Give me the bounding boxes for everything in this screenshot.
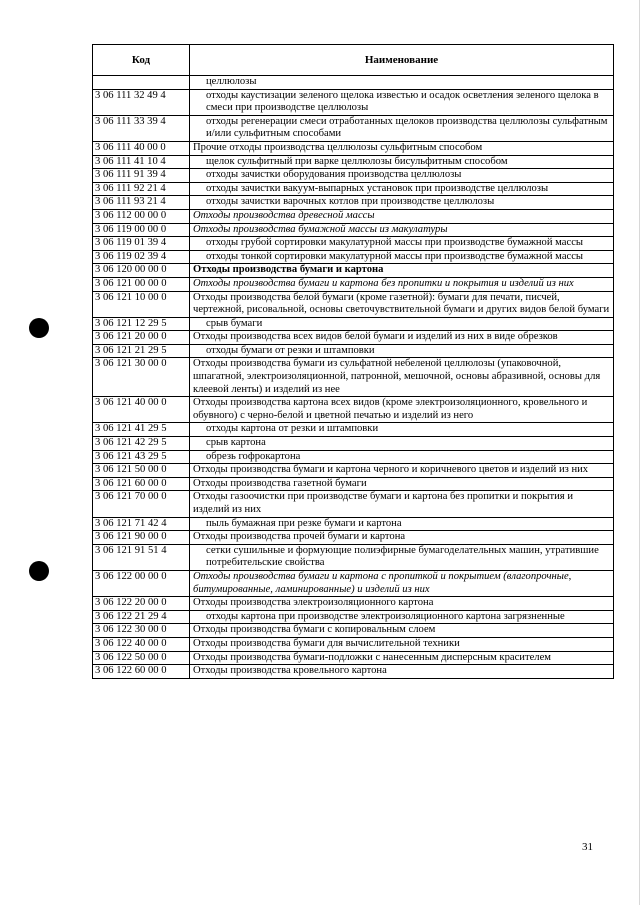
- row-name: Отходы производства белой бумаги (кроме газетной): бумаги для печати, писчей, чертежной, рисовальной, основы светочувствительной бумаги и других видов белой бумаги: [190, 291, 614, 317]
- row-name: Отходы производства бумаги и картона с пропиткой и покрытием (влагопрочные, битумированные, ламинированные) и изделий из них: [190, 570, 614, 596]
- table-row: [93, 141, 614, 155]
- row-code: 3 06 122 50 00 0: [93, 651, 190, 665]
- row-name: отходы зачистки вакуум-выпарных установок при производстве целлюлозы: [190, 182, 614, 196]
- row-name: отходы бумаги от резки и штамповки: [190, 344, 614, 358]
- row-code: 3 06 122 40 00 0: [93, 637, 190, 651]
- row-name: Отходы производства газетной бумаги: [190, 477, 614, 491]
- row-code: 3 06 119 01 39 4: [93, 237, 190, 251]
- binder-hole-top: [29, 318, 49, 338]
- row-code: 3 06 111 91 39 4: [93, 169, 190, 183]
- row-code: 3 06 121 12 29 5: [93, 317, 190, 331]
- table-row: [93, 344, 614, 358]
- table-row: [93, 250, 614, 264]
- row-code: 3 06 122 20 00 0: [93, 597, 190, 611]
- table-row: [93, 196, 614, 210]
- row-code: 3 06 121 20 00 0: [93, 331, 190, 345]
- row-code: 3 06 121 91 51 4: [93, 544, 190, 570]
- row-name: Прочие отходы производства целлюлозы сульфитным способом: [190, 141, 614, 155]
- table-body: [93, 76, 614, 679]
- row-name: Отходы газоочистки при производстве бумаги и картона без пропитки и покрытия и изделий из них: [190, 491, 614, 517]
- binder-hole-bottom: [29, 561, 49, 581]
- table-row: [93, 597, 614, 611]
- row-code: 3 06 111 33 39 4: [93, 115, 190, 141]
- page-number: 31: [582, 841, 593, 853]
- row-code: 3 06 111 41 10 4: [93, 155, 190, 169]
- table-row: [93, 89, 614, 115]
- row-code: 3 06 119 00 00 0: [93, 223, 190, 237]
- row-code: 3 06 119 02 39 4: [93, 250, 190, 264]
- row-code: 3 06 121 42 29 5: [93, 437, 190, 451]
- row-code: 3 06 121 10 00 0: [93, 291, 190, 317]
- row-name: отходы тонкой сортировки макулатурной массы при производстве бумажной массы: [190, 250, 614, 264]
- table-row: [93, 517, 614, 531]
- table-row: [93, 637, 614, 651]
- table-row: [93, 115, 614, 141]
- table-row: [93, 464, 614, 478]
- row-name: отходы зачистки оборудования производства целлюлозы: [190, 169, 614, 183]
- row-code: 3 06 121 40 00 0: [93, 397, 190, 423]
- row-name: целлюлозы: [190, 76, 614, 90]
- row-code: 3 06 111 32 49 4: [93, 89, 190, 115]
- row-name: Отходы производства бумаги и картона без пропитки и покрытия и изделий из них: [190, 277, 614, 291]
- row-name: Отходы производства бумаги с копировальным слоем: [190, 624, 614, 638]
- table-row: [93, 491, 614, 517]
- row-name: Отходы производства картона всех видов (кроме электроизоляционного, кровельного и обувного) с черно-белой и цветной печатью и изделий из него: [190, 397, 614, 423]
- row-name: отходы каустизации зеленого щелока известью и осадок осветления зеленого щелока в смеси при производстве целлюлозы: [190, 89, 614, 115]
- row-name: Отходы производства бумаги для вычислительной техники: [190, 637, 614, 651]
- row-name: пыль бумажная при резке бумаги и картона: [190, 517, 614, 531]
- row-name: отходы грубой сортировки макулатурной массы при производстве бумажной массы: [190, 237, 614, 251]
- row-code: 3 06 111 92 21 4: [93, 182, 190, 196]
- table-row: [93, 610, 614, 624]
- row-code: 3 06 122 21 29 4: [93, 610, 190, 624]
- table-row: [93, 237, 614, 251]
- row-name: Отходы производства кровельного картона: [190, 665, 614, 679]
- row-name: Отходы производства бумаги и картона черного и коричневого цветов и изделий из них: [190, 464, 614, 478]
- row-code: 3 06 121 60 00 0: [93, 477, 190, 491]
- row-name: Отходы производства всех видов белой бумаги и изделий из них в виде обрезков: [190, 331, 614, 345]
- row-code: 3 06 121 43 29 5: [93, 450, 190, 464]
- row-name: Отходы производства бумаги-подложки с нанесенным дисперсным красителем: [190, 651, 614, 665]
- table-row: [93, 423, 614, 437]
- row-name: щелок сульфитный при варке целлюлозы бисульфитным способом: [190, 155, 614, 169]
- row-name: сетки сушильные и формующие полиэфирные бумагоделательных машин, утратившие потребительские свойства: [190, 544, 614, 570]
- table-row: [93, 531, 614, 545]
- table-row: [93, 477, 614, 491]
- row-code: 3 06 121 71 42 4: [93, 517, 190, 531]
- row-name: отходы зачистки варочных котлов при производстве целлюлозы: [190, 196, 614, 210]
- row-code: 3 06 111 93 21 4: [93, 196, 190, 210]
- table-row: [93, 665, 614, 679]
- table-row: [93, 397, 614, 423]
- waste-classification-table: [92, 44, 614, 679]
- row-code: 3 06 122 30 00 0: [93, 624, 190, 638]
- table-row: [93, 169, 614, 183]
- table-row: [93, 450, 614, 464]
- table-row: [93, 358, 614, 397]
- table-header-row: [93, 45, 614, 76]
- row-code: 3 06 121 00 00 0: [93, 277, 190, 291]
- table-row: [93, 651, 614, 665]
- row-code: 3 06 112 00 00 0: [93, 209, 190, 223]
- header-code: Код: [93, 45, 190, 76]
- row-code: 3 06 121 50 00 0: [93, 464, 190, 478]
- row-name: Отходы производства бумаги и картона: [190, 264, 614, 278]
- row-name: отходы картона от резки и штамповки: [190, 423, 614, 437]
- table-row: [93, 331, 614, 345]
- row-name: Отходы производства бумажной массы из макулатуры: [190, 223, 614, 237]
- header-name: Наименование: [190, 45, 614, 76]
- row-name: Отходы производства бумаги из сульфатной небеленой целлюлозы (упаковочной, шпагатной, электроизоляционной, патронной, мешочной, основы абразивной, основы для клеевой ленты) и изделий из нее: [190, 358, 614, 397]
- row-name: Отходы производства древесной массы: [190, 209, 614, 223]
- row-code: 3 06 122 00 00 0: [93, 570, 190, 596]
- table-row: [93, 437, 614, 451]
- table-row: [93, 76, 614, 90]
- row-name: обрезь гофрокартона: [190, 450, 614, 464]
- row-code: 3 06 121 21 29 5: [93, 344, 190, 358]
- row-code: 3 06 121 30 00 0: [93, 358, 190, 397]
- table-row: [93, 223, 614, 237]
- row-name: срыв картона: [190, 437, 614, 451]
- table-row: [93, 277, 614, 291]
- row-code: 3 06 120 00 00 0: [93, 264, 190, 278]
- row-name: отходы картона при производстве электроизоляционного картона загрязненные: [190, 610, 614, 624]
- row-code: 3 06 121 90 00 0: [93, 531, 190, 545]
- table-row: [93, 317, 614, 331]
- row-code: 3 06 122 60 00 0: [93, 665, 190, 679]
- row-code: [93, 76, 190, 90]
- row-name: Отходы производства электроизоляционного картона: [190, 597, 614, 611]
- row-name: срыв бумаги: [190, 317, 614, 331]
- table-row: [93, 264, 614, 278]
- table-row: [93, 155, 614, 169]
- table-row: [93, 209, 614, 223]
- row-code: 3 06 121 41 29 5: [93, 423, 190, 437]
- row-name: Отходы производства прочей бумаги и картона: [190, 531, 614, 545]
- table-row: [93, 570, 614, 596]
- table-row: [93, 544, 614, 570]
- table-row: [93, 624, 614, 638]
- table-row: [93, 291, 614, 317]
- table-row: [93, 182, 614, 196]
- row-name: отходы регенерации смеси отработанных щелоков производства целлюлозы сульфатным и/или сульфитным способами: [190, 115, 614, 141]
- row-code: 3 06 121 70 00 0: [93, 491, 190, 517]
- row-code: 3 06 111 40 00 0: [93, 141, 190, 155]
